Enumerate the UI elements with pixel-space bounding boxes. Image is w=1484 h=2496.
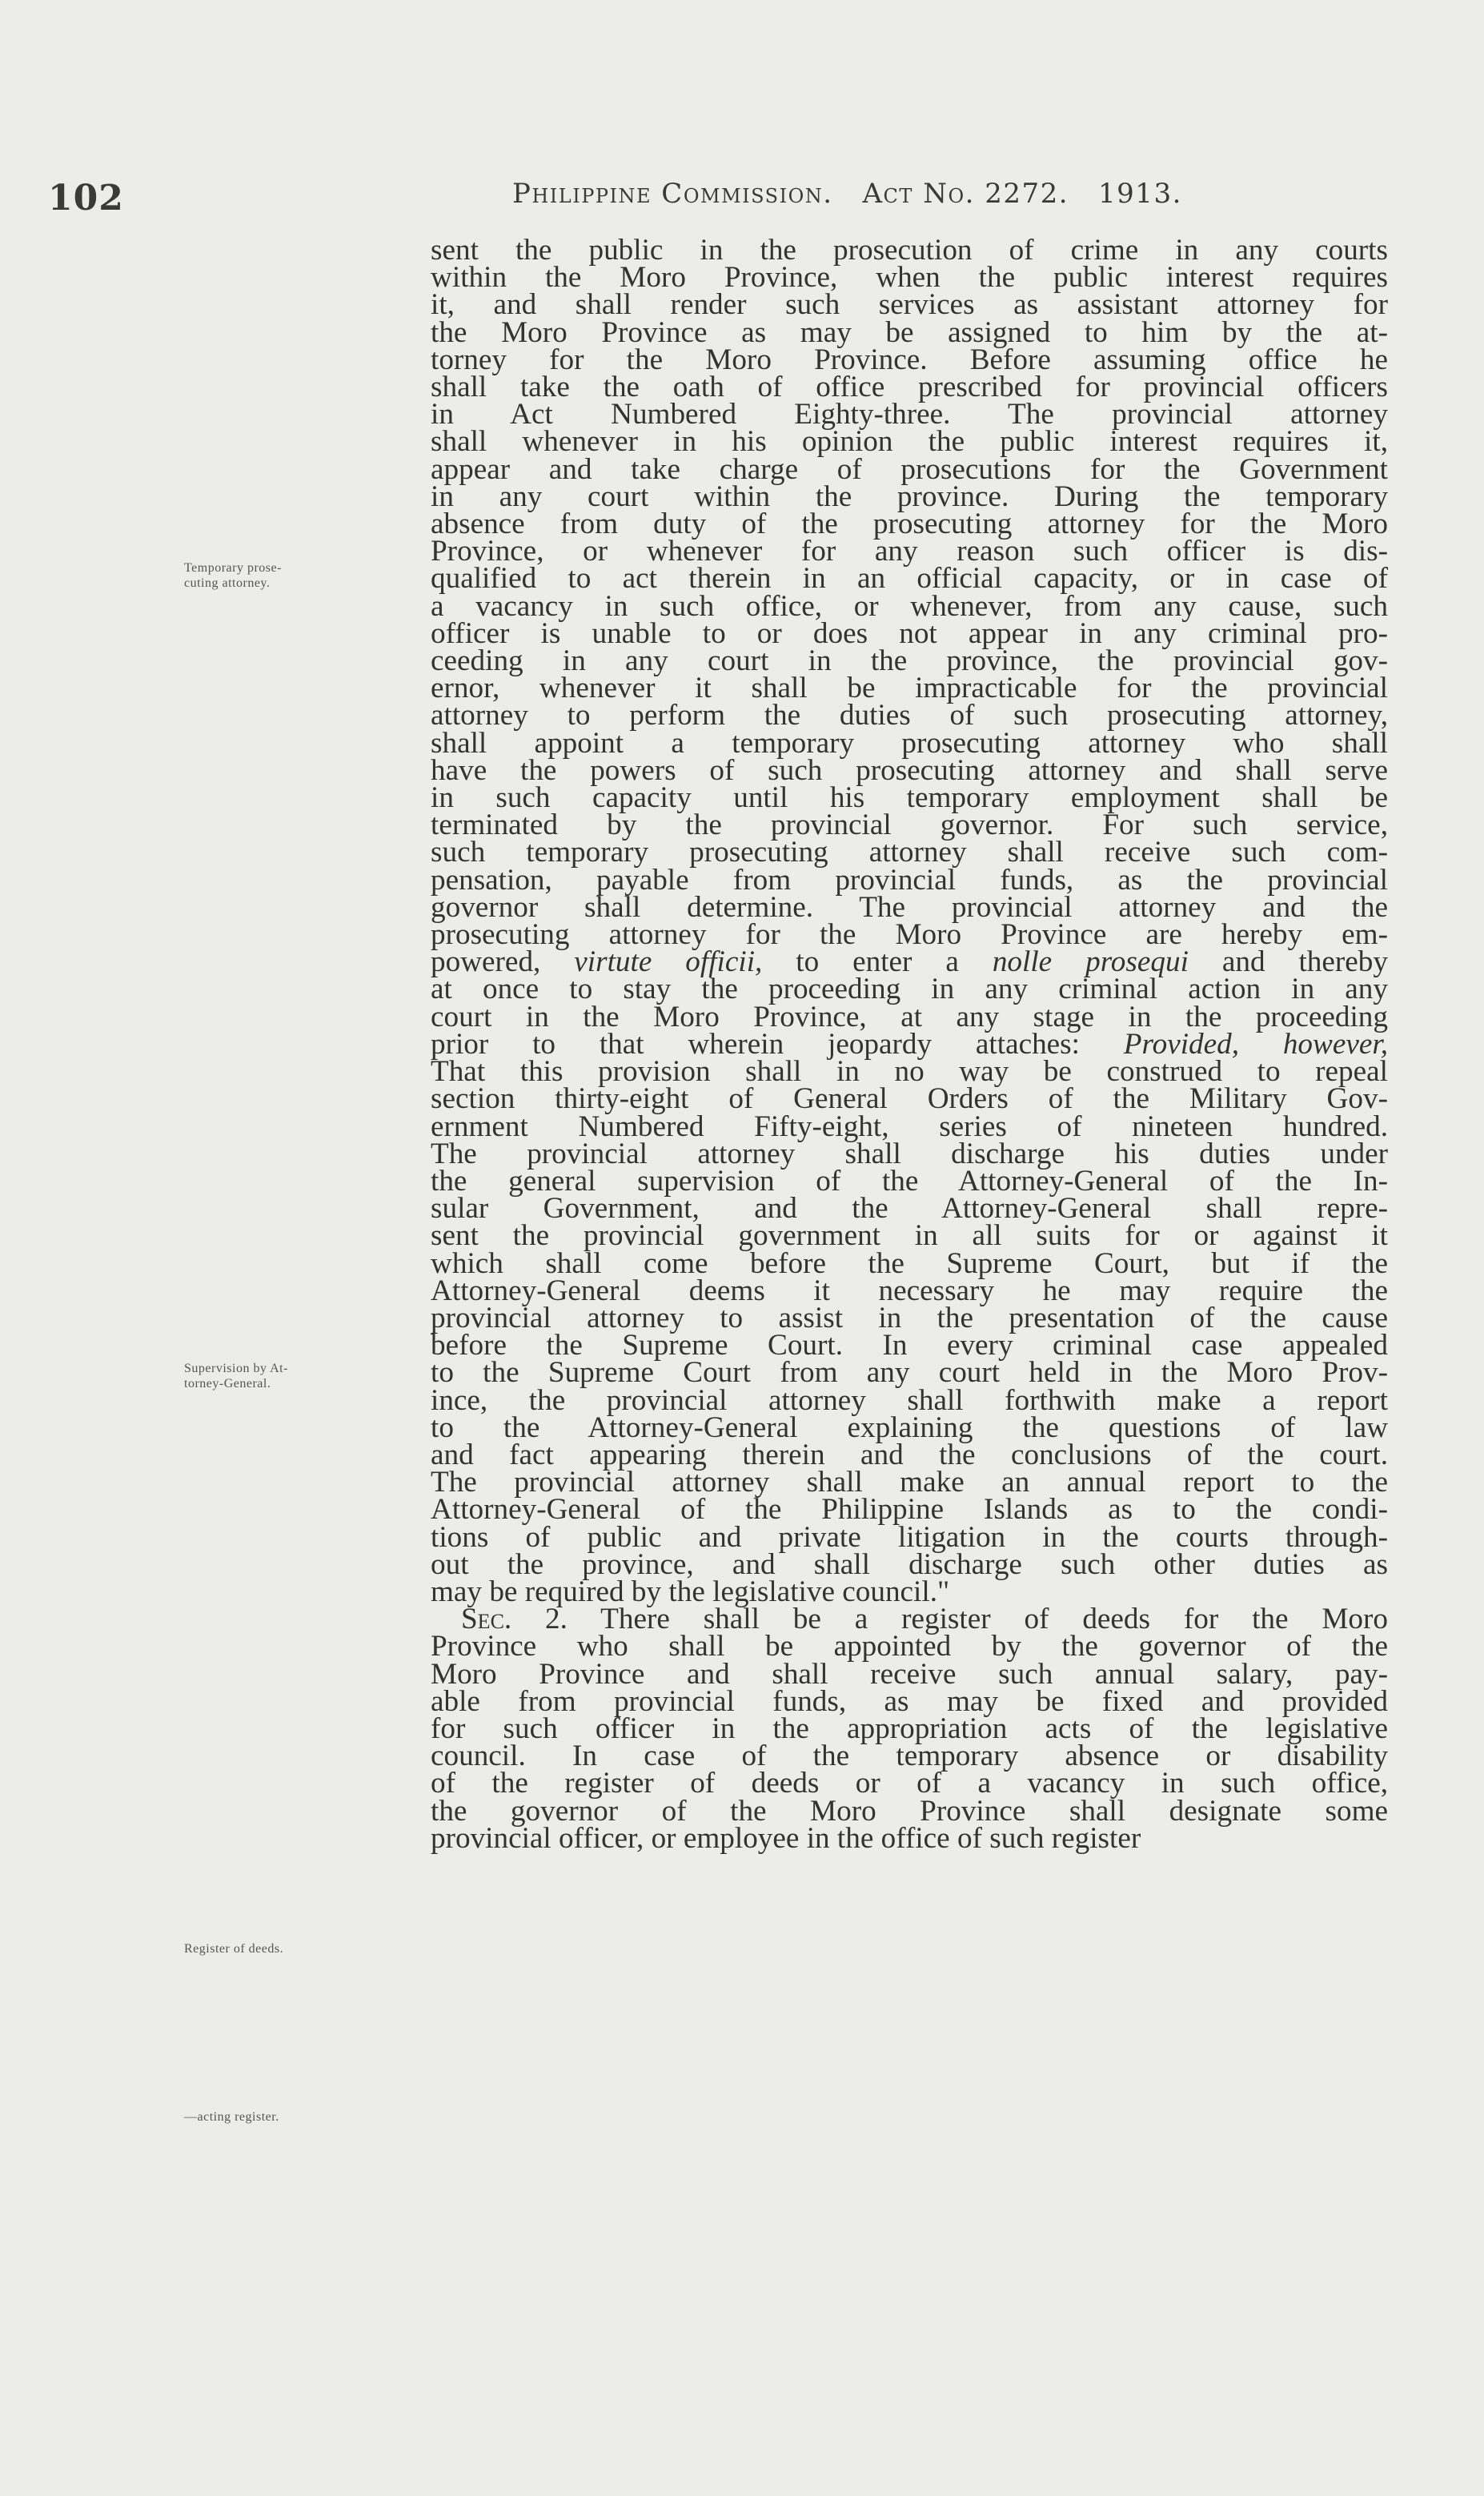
- body-line: council. In case of the temporary absence or disability: [431, 1740, 1388, 1773]
- margin-note-line: Temporary prose-: [184, 561, 282, 575]
- margin-note-line: Register of deeds.: [184, 1942, 284, 1956]
- page-number: 102: [48, 178, 124, 219]
- body-line: at once to stay the proceeding in any criminal action in any: [431, 973, 1388, 1006]
- body-line: before the Supreme Court. In every criminal case appealed: [431, 1329, 1388, 1362]
- body-line: qualified to act therein in an official capacity, or in case of: [431, 562, 1388, 596]
- margin-note-supervision: [184, 1361, 424, 1391]
- body-line: and fact appearing therein and the conclusions of the court.: [431, 1438, 1388, 1471]
- body-line: which shall come before the Supreme Court, but if the: [431, 1246, 1388, 1280]
- body-line: appear and take charge of prosecutions for the Government: [431, 452, 1388, 486]
- margin-note-line: Supervision by At-: [184, 1362, 288, 1375]
- body-line: tions of public and private litigation in the courts through-: [431, 1520, 1388, 1554]
- body-line: sent the provincial government in all suits for or against it: [431, 1219, 1388, 1253]
- body-line: to the Supreme Court from any court held in the Moro Prov-: [431, 1356, 1388, 1390]
- body-text: [431, 234, 1388, 1855]
- body-line: to the Attorney-General explaining the questions of law: [431, 1411, 1388, 1444]
- body-line: prior to that wherein jeopardy attaches: Provided, however,: [431, 1027, 1388, 1061]
- body-line: provincial officer, or employee in the office of such register: [431, 1821, 1141, 1855]
- body-line: out the province, and shall discharge such other duties as: [431, 1547, 1388, 1581]
- running-head-commission: Philippine Commission.: [512, 178, 833, 210]
- body-line: shall appoint a temporary prosecuting attorney who shall: [431, 726, 1388, 760]
- body-line: shall whenever in his opinion the public interest requires it,: [431, 425, 1388, 459]
- body-line: torney for the Moro Province. Before assuming office he: [431, 343, 1388, 376]
- body-line: Province who shall be appointed by the governor of the: [431, 1630, 1388, 1663]
- body-line: section thirty-eight of General Orders of the Military Gov-: [431, 1082, 1388, 1116]
- body-line: such temporary prosecuting attorney shall receive such com-: [431, 836, 1388, 869]
- body-line: That this provision shall in no way be construed to repeal: [431, 1055, 1388, 1089]
- body-line: Province, or whenever for any reason such officer is dis-: [431, 535, 1388, 568]
- body-line: have the powers of such prosecuting attorney and shall serve: [431, 753, 1388, 787]
- body-line: it, and shall render such services as assistant attorney for: [431, 288, 1388, 322]
- body-line: able from provincial funds, as may be fixed and provided: [431, 1684, 1388, 1718]
- body-line: ernor, whenever it shall be impracticable for the provincial: [431, 672, 1388, 705]
- body-line: the Moro Province as may be assigned to him by the at-: [431, 315, 1388, 349]
- body-line: the general supervision of the Attorney-General of the In-: [431, 1164, 1388, 1198]
- body-line: shall take the oath of office prescribed for provincial officers: [431, 371, 1388, 404]
- body-line: Attorney-General of the Philippine Islands as to the condi-: [431, 1493, 1388, 1527]
- body-line: Moro Province and shall receive such annual salary, pay-: [431, 1657, 1388, 1691]
- body-line: Sec. 2. There shall be a register of deeds for the Moro: [461, 1603, 1388, 1636]
- body-line: The provincial attorney shall make an annual report to the: [431, 1466, 1388, 1499]
- running-head-year: 1913.: [1098, 178, 1182, 210]
- body-line: court in the Moro Province, at any stage in the proceeding: [431, 1000, 1388, 1033]
- body-line: prosecuting attorney for the Moro Province are hereby em-: [431, 918, 1388, 952]
- body-line: may be required by the legislative council.": [431, 1575, 950, 1608]
- running-head: [512, 178, 1182, 210]
- body-line: a vacancy in such office, or whenever, from any cause, such: [431, 589, 1388, 623]
- running-head-act: Act No. 2272.: [862, 178, 1069, 210]
- body-line: for such officer in the appropriation acts of the legislative: [431, 1711, 1388, 1745]
- body-line: The provincial attorney shall discharge his duties under: [431, 1137, 1388, 1170]
- margin-note-temporary-prosecuting-attorney: [184, 560, 424, 591]
- margin-note-line: —acting register.: [184, 2110, 279, 2124]
- body-line: governor shall determine. The provincial attorney and the: [431, 890, 1388, 924]
- body-line: terminated by the provincial governor. For such service,: [431, 809, 1388, 842]
- body-line: absence from duty of the prosecuting attorney for the Moro: [431, 508, 1388, 541]
- body-line: attorney to perform the duties of such prosecuting attorney,: [431, 699, 1388, 732]
- margin-note-line: torney-General.: [184, 1377, 271, 1390]
- margin-note-acting-register: [184, 2109, 424, 2125]
- body-line: ernment Numbered Fifty-eight, series of nineteen hundred.: [431, 1110, 1388, 1143]
- body-line: provincial attorney to assist in the presentation of the cause: [431, 1301, 1388, 1334]
- body-line: in any court within the province. During the temporary: [431, 480, 1388, 513]
- margin-note-register-of-deeds: [184, 1941, 424, 1956]
- body-line: sent the public in the prosecution of crime in any courts: [431, 234, 1388, 267]
- body-line: ceeding in any court in the province, the provincial gov-: [431, 644, 1388, 678]
- body-line: the governor of the Moro Province shall designate some: [431, 1794, 1388, 1828]
- margin-note-line: cuting attorney.: [184, 576, 271, 590]
- body-line: pensation, payable from provincial funds, as the provincial: [431, 863, 1388, 897]
- body-line: officer is unable to or does not appear in any criminal pro-: [431, 616, 1388, 650]
- body-line: in such capacity until his temporary employment shall be: [431, 781, 1388, 815]
- body-line: sular Government, and the Attorney-General shall repre-: [431, 1192, 1388, 1226]
- body-line: Attorney-General deems it necessary he may require the: [431, 1274, 1388, 1307]
- body-line: within the Moro Province, when the public interest requires: [431, 261, 1388, 295]
- body-line: powered, virtute officii, to enter a nolle prosequi and thereby: [431, 945, 1388, 979]
- body-line: ince, the provincial attorney shall forthwith make a report: [431, 1383, 1388, 1417]
- body-line: in Act Numbered Eighty-three. The provincial attorney: [431, 398, 1388, 431]
- body-line: of the register of deeds or of a vacancy in such office,: [431, 1767, 1388, 1800]
